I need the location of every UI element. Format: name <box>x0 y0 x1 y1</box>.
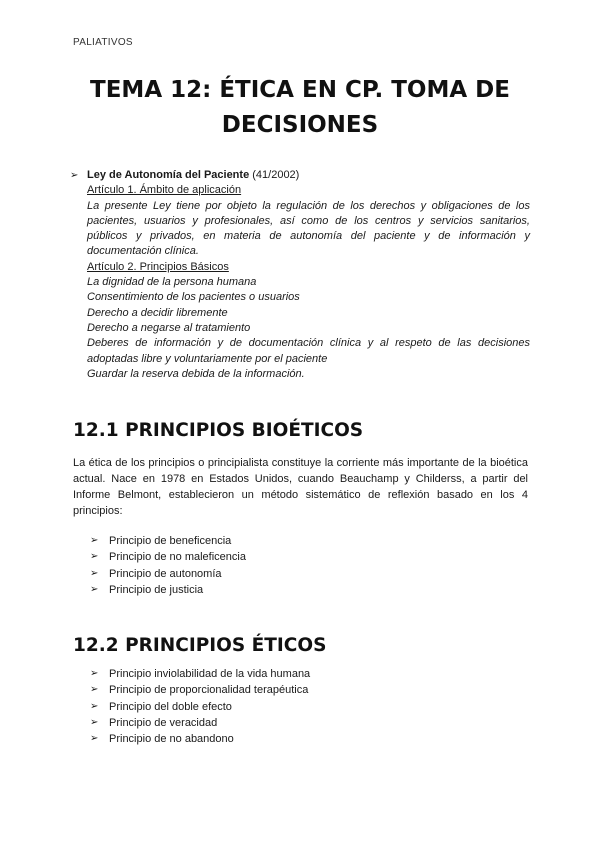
principle-line: Derecho a decidir libremente <box>87 306 228 319</box>
arrow-bullet-icon: ➢ <box>90 733 99 745</box>
article2-heading: Artículo 2. Principios Básicos <box>87 260 229 273</box>
arrow-bullet-icon: ➢ <box>90 700 99 712</box>
section2-list <box>90 666 310 747</box>
list-item: ➢ Principio de justicia <box>90 582 246 598</box>
list-item: ➢ Principio del doble efecto <box>90 699 310 715</box>
arrow-bullet-icon: ➢ <box>90 535 99 546</box>
section1-paragraph: La ética de los principios o principialista constituye la corriente más importante de la bioética actual. Nace en 1978 en Estados Unidos, cuando Beauchamp y Childerss, a partir del Informe Belmont, establecieron un método sistemático de reflexión basado en los 4 principios: <box>73 457 528 517</box>
law-title-line <box>87 168 530 183</box>
principle-line: Guardar la reserva debida de la información. <box>87 367 305 380</box>
list-item: ➢ Principio de no maleficencia <box>90 549 246 565</box>
page-header: PALIATIVOS <box>73 37 133 48</box>
list-item: ➢ Principio de proporcionalidad terapéutica <box>90 682 310 698</box>
principle-line: La dignidad de la persona humana <box>87 276 257 289</box>
arrow-bullet-icon: ➢ <box>90 716 99 728</box>
arrow-bullet-icon: ➢ <box>90 583 99 595</box>
principle-line: Deberes de información y de documentación clínica y al respeto de las decisiones adoptadas libre y voluntariamente por el paciente <box>87 337 530 365</box>
section1-heading: 12.1 PRINCIPIOS BIOÉTICOS <box>73 420 364 441</box>
list-item: ➢ Principio de autonomía <box>90 566 246 582</box>
article1-heading: Artículo 1. Ámbito de aplicación <box>87 184 242 197</box>
list-item: ➢ Principio de no abandono <box>90 731 310 747</box>
arrow-bullet-icon: ➢ <box>90 668 99 679</box>
arrow-bullet-icon: ➢ <box>90 684 99 696</box>
section1-list <box>90 533 246 598</box>
list-item: ➢ Principio de beneficencia <box>90 533 246 549</box>
section2-heading: 12.2 PRINCIPIOS ÉTICOS <box>73 635 327 656</box>
page-title: TEMA 12: ÉTICA EN CP. TOMA DE DECISIONES <box>90 77 510 138</box>
law-section <box>70 168 530 382</box>
arrow-bullet-icon: ➢ <box>90 567 99 579</box>
arrow-bullet-icon: ➢ <box>70 170 79 181</box>
principle-line: Derecho a negarse al tratamiento <box>87 321 251 334</box>
list-item: ➢ Principio de veracidad <box>90 715 310 731</box>
list-item: ➢ Principio inviolabilidad de la vida humana <box>90 666 310 682</box>
arrow-bullet-icon: ➢ <box>90 551 99 563</box>
principle-line: Consentimiento de los pacientes o usuarios <box>87 291 300 304</box>
article1-text: La presente Ley tiene por objeto la regulación de los derechos y obligaciones de los pacientes, usuarios y profesionales, así como de los centros y servicios sanitarios, públicos y privados, en materia de autonomía del paciente y de información y documentación clínica. <box>87 199 530 258</box>
law-name: Ley de Autonomía del Paciente <box>87 169 250 181</box>
law-number: (41/2002) <box>252 169 300 181</box>
